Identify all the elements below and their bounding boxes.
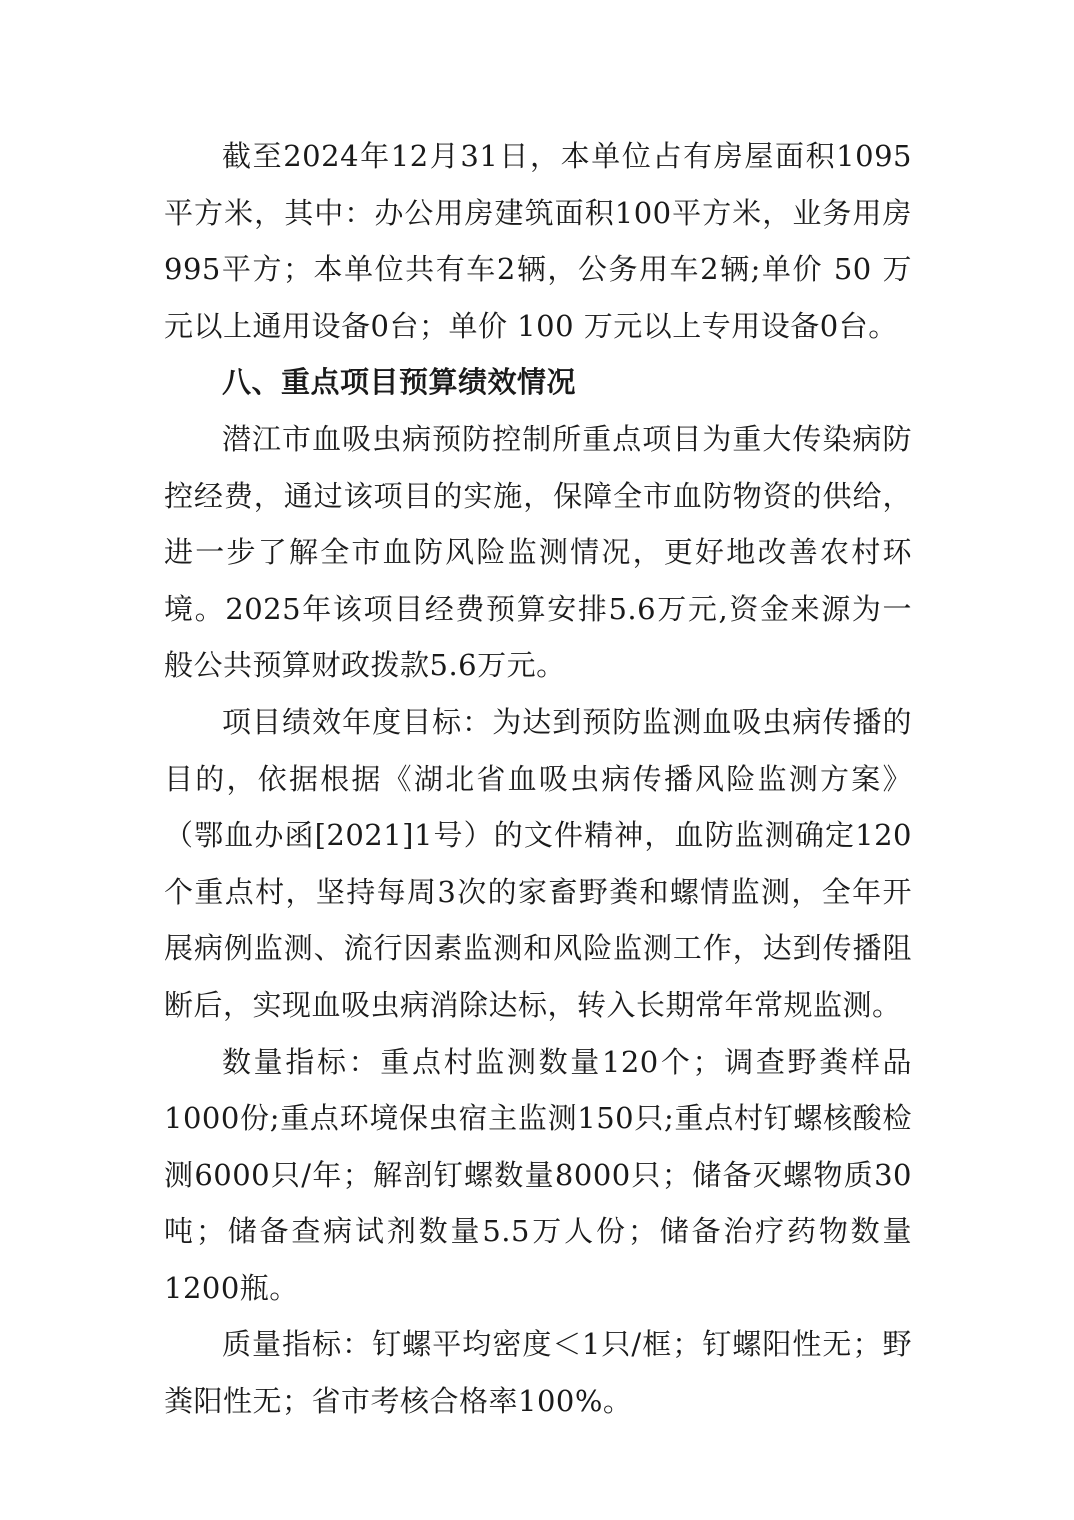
document-body: [164, 128, 912, 1430]
paragraph-annual-performance-goal: 项目绩效年度目标：为达到预防监测血吸虫病传播的目的，依据根据《湖北省血吸虫病传播风险监测方案》（鄂血办函[2021]1号）的文件精神，血防监测确定120个重点村，坚持每周3次的家畜野粪和螺情监测，全年开展病例监测、流行因素监测和风险监测工作，达到传播阻断后，实现血吸虫病消除达标，转入长期常年常规监测。: [164, 704, 912, 1022]
section-heading-key-project-performance: 八、重点项目预算绩效情况: [222, 365, 577, 400]
paragraph-property-assets: 截至2024年12月31日，本单位占有房屋面积1095平方米，其中：办公用房建筑面积100平方米，业务用房995平方；本单位共有车2辆，公务用车2辆;单价 50 万元以上通用设备0台；单价 100 万元以上专用设备0台。: [164, 139, 912, 343]
paragraph-quality-indicators: 质量指标：钉螺平均密度＜1只/框；钉螺阳性无；野粪阳性无；省市考核合格率100%。: [164, 1327, 912, 1419]
paragraph-key-project-overview: 潜江市血吸虫病预防控制所重点项目为重大传染病防控经费，通过该项目的实施，保障全市血防物资的供给，进一步了解全市血防风险监测情况，更好地改善农村环境。2025年该项目经费预算安排5.6万元,资金来源为一般公共预算财政拨款5.6万元。: [164, 421, 912, 683]
paragraph-quantity-indicators: 数量指标：重点村监测数量120个；调查野粪样品1000份;重点环境保虫宿主监测150只;重点村钉螺核酸检测6000只/年；解剖钉螺数量8000只；储备灭螺物质30吨；储备查病试剂数量5.5万人份；储备治疗药物数量1200瓶。: [164, 1044, 912, 1305]
